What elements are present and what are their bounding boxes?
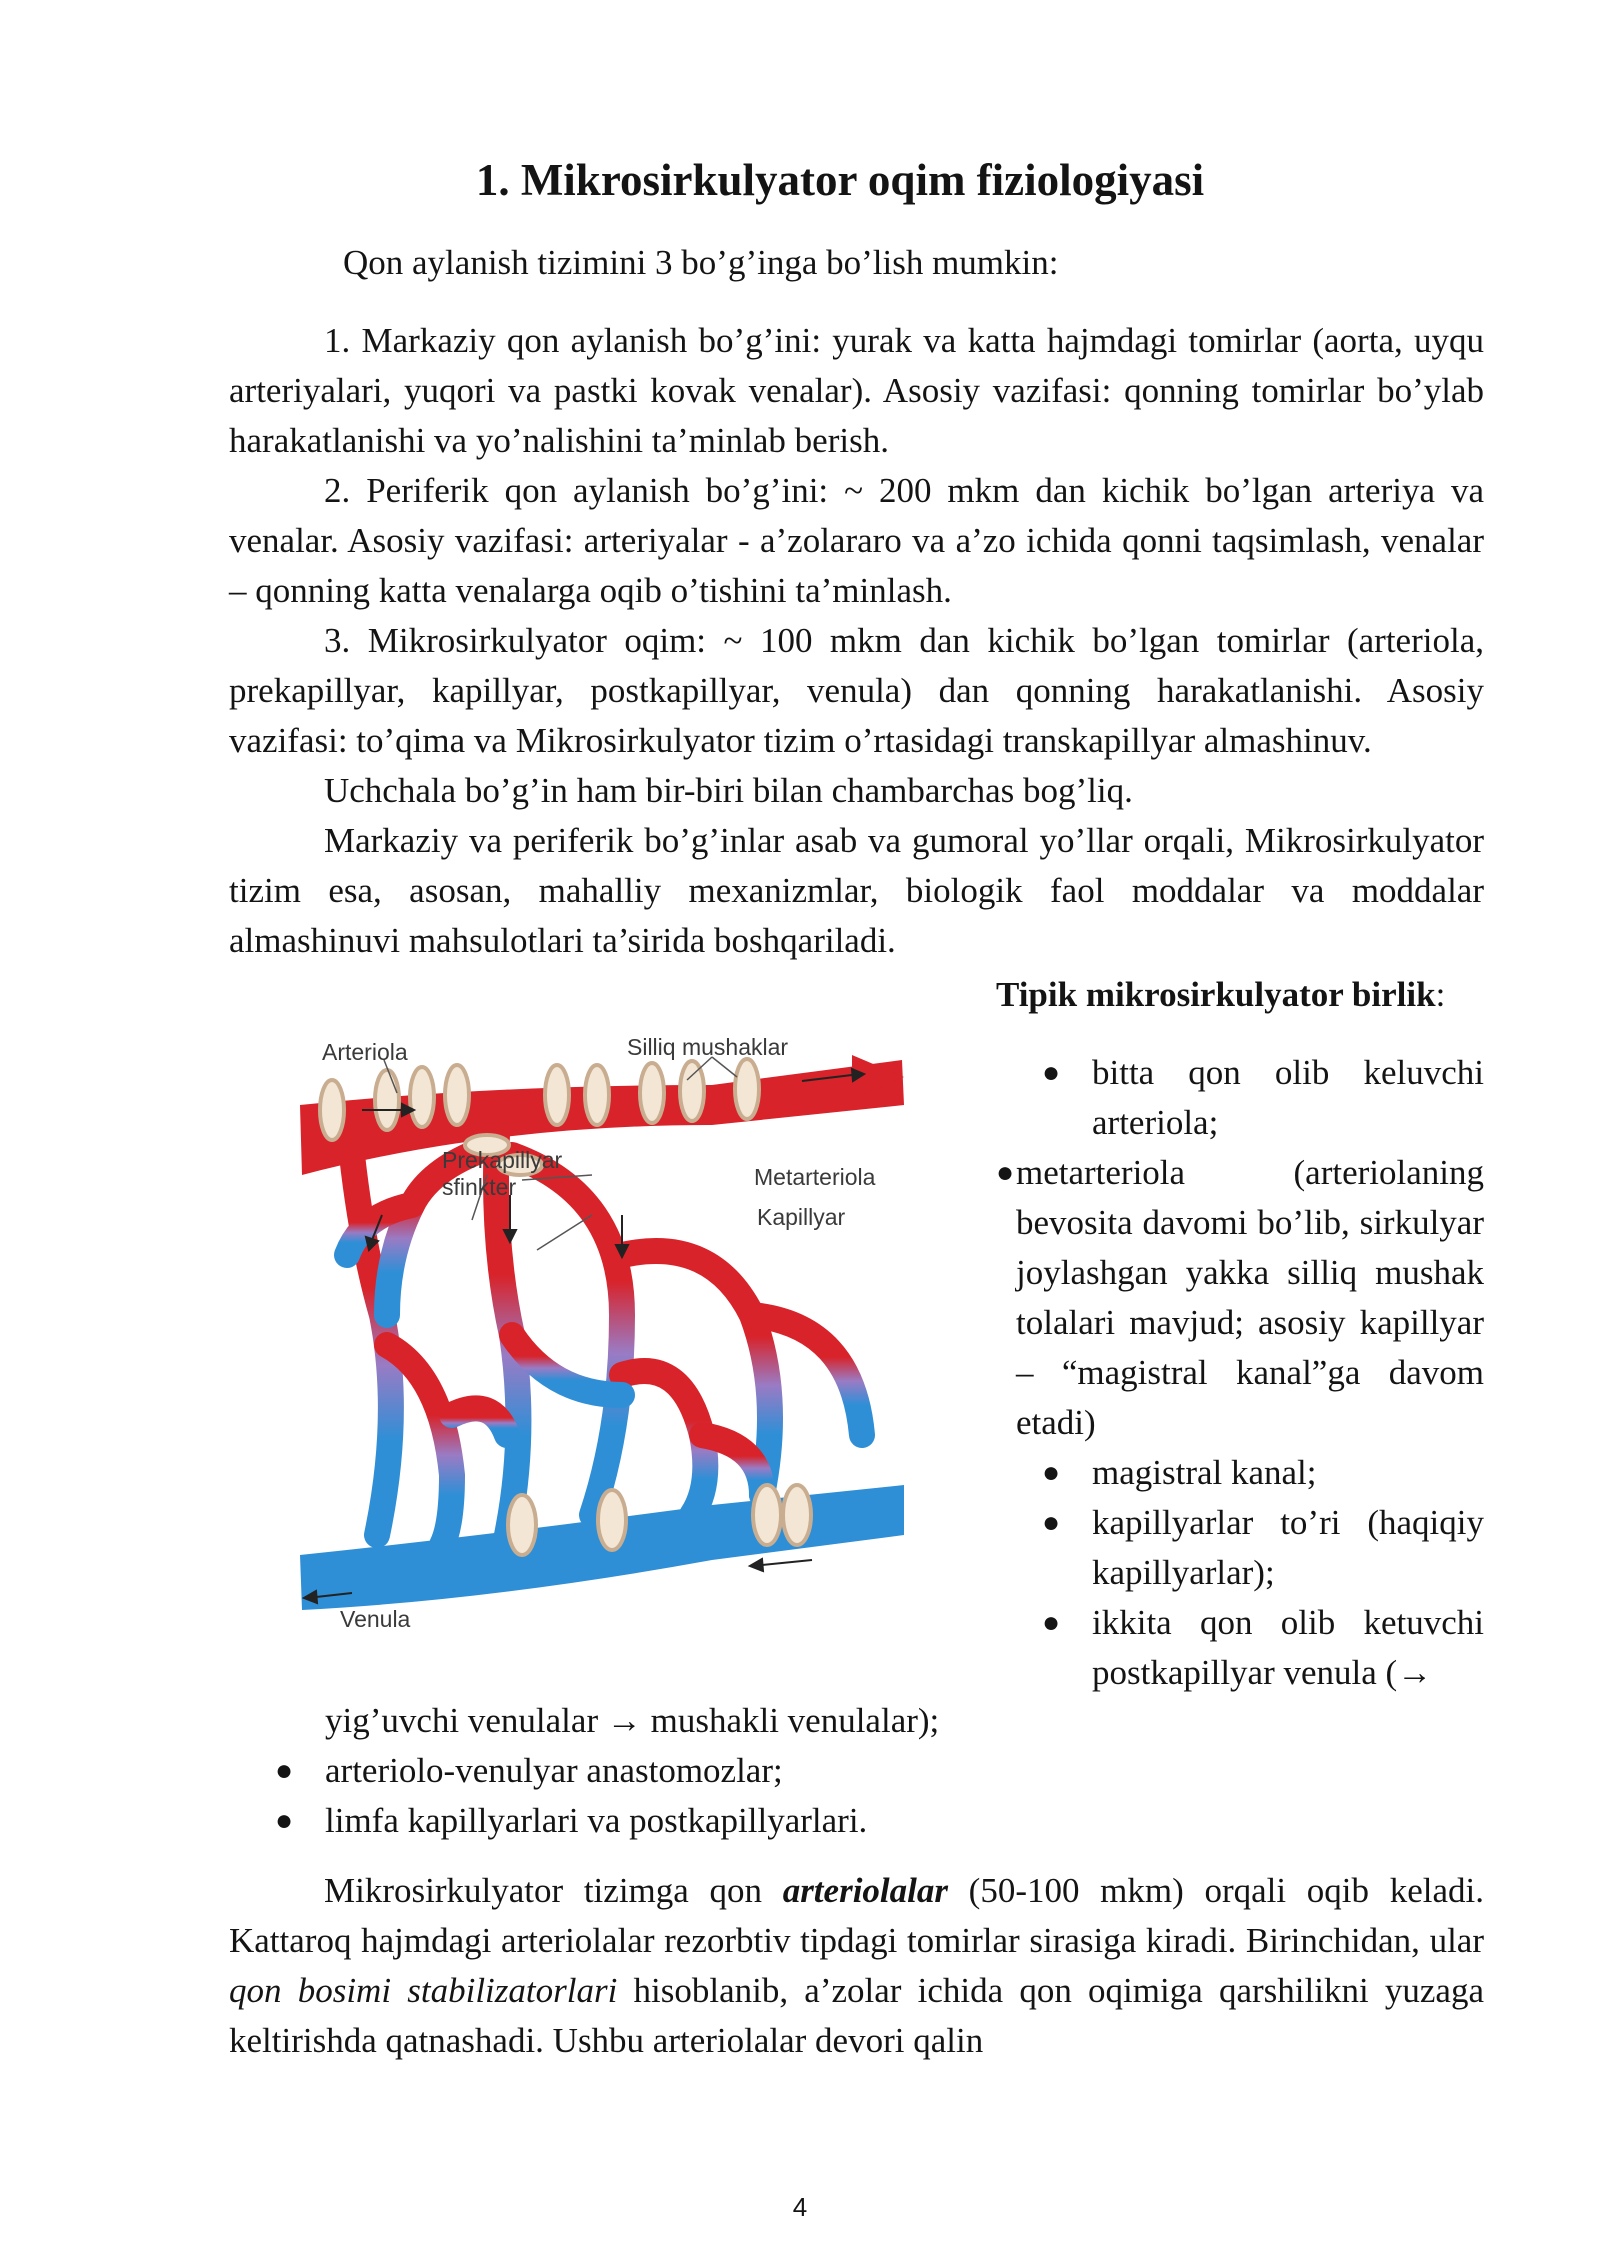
paragraph-connection: Uchchala bo’g’in ham bir-biri bilan chambarchas bog’liq.: [324, 771, 1133, 810]
arterioles-text: [229, 1866, 1484, 2066]
term-stabilizatorlar: qon bosimi stabilizatorlari: [229, 1971, 618, 2010]
label-arteriola: Arteriola: [322, 1039, 408, 1065]
paragraph-central: 1. Markaziy qon aylanish bo’g’ini: yurak va katta hajmdagi tomirlar (aorta, uyqu arteriyalari, yuqori va pastki kovak venalar). Asosiy vazifasi: qonning tomirlar bo’ylab harakatlanishi va yo’nalishini ta’minlab berish.: [229, 321, 1484, 460]
bullet-icon: ●: [1042, 1606, 1061, 1639]
term-arteriolalar: arteriolalar: [782, 1871, 948, 1910]
bullet-icon: ●: [1042, 1506, 1061, 1539]
microcirculation-figure: [292, 1015, 917, 1645]
label-silliq-mushaklar: Silliq mushaklar: [627, 1034, 789, 1060]
list-item-text: metarteriola (arteriolaning bevosita davomi bo’lib, sirkulyar joylashgan yakka silliq mushak tolalari mavjud; asosiy kapillyar – “magistral kanal”ga davom etadi): [1016, 1153, 1484, 1442]
list-item-text: arteriolo-venulyar anastomozlar;: [325, 1751, 783, 1790]
capillary-network: [347, 1135, 862, 1545]
typical-unit-list-more: [229, 1746, 1484, 1846]
list-item-text: limfa kapillyarlari va postkapillyarlari.: [325, 1801, 868, 1840]
list-item: [229, 1796, 1484, 1846]
paragraph-arterioles: [229, 1866, 1484, 2066]
paragraph-peripheral: 2. Periferik qon aylanish bo’g’ini: ~ 200 mkm dan kichik bo’lgan arteriya va venalar. Asosiy vazifasi: arteriyalar - a’zolararo va a’zo ichida qonni taqsimlash, venalar – qonning katta venalarga oqib o’tishini ta’minlash.: [229, 471, 1484, 610]
bullet-icon: ●: [1042, 1056, 1061, 1089]
paragraph-regulation: Markaziy va periferik bo’g’inlar asab va gumoral yo’llar orqali, Mikrosirkulyator tizim esa, asosan, mahalliy mexanizmlar, biologik faol moddalar va moddalar almashinuvi mahsulotlari ta’sirida boshqariladi.: [229, 821, 1484, 960]
intro-text: Qon aylanish tizimini 3 bo’g’inga bo’lish mumkin:: [343, 243, 1059, 282]
bullet-icon: ●: [996, 1156, 1015, 1189]
list-item-text: bitta qon olib keluvchi arteriola;: [1092, 1053, 1484, 1142]
bullet-icon: ●: [1042, 1456, 1061, 1489]
typical-unit-column: [996, 970, 1484, 1698]
list-item-text: kapillyarlar to’ri (haqiqiy kapillyarlar);: [1092, 1503, 1484, 1592]
page-title: 1. Mikrosirkulyator oqim fiziologiyasi: [475, 155, 1205, 205]
list-item: [996, 1598, 1484, 1698]
bullet-icon: ●: [275, 1804, 294, 1837]
label-kapillyar: Kapillyar: [757, 1204, 846, 1230]
typical-unit-heading-text: Tipik mikrosirkulyator birlik: [996, 975, 1436, 1014]
list-item: [996, 1498, 1484, 1598]
typical-unit-heading: [996, 970, 1484, 1020]
list-item: [996, 1448, 1484, 1498]
paragraph-microcirculation: 3. Mikrosirkulyator oqim: ~ 100 mkm dan kichik bo’lgan tomirlar (arteriola, prekapillyar, kapillyar, postkapillyar, venula) dan qonning harakatlanishi. Asosiy vazifasi: to’qima va Mikrosirkulyator tizim o’rtasidagi transkapillyar almashinuv.: [229, 621, 1484, 760]
text-run: hisoblanib, a’zolar ichida qon oqimiga qarshilikni yuzaga keltirishda qatnashadi. Ushbu arteriolalar devori qalin: [229, 1971, 1484, 2060]
list-item: [996, 1148, 1484, 1448]
list-continuation: yig’uvchi venulalar → mushakli venulalar);: [325, 1701, 940, 1740]
microcirculation-diagram: [292, 1015, 917, 1645]
label-sfinkter: sfinkter: [442, 1174, 517, 1200]
label-venula: Venula: [340, 1606, 411, 1632]
list-item: [996, 1048, 1484, 1148]
typical-unit-list-continued: [229, 1696, 1484, 1846]
label-prekapillyar: Prekapillyar: [442, 1147, 563, 1173]
text-run: (50-100 mkm) orqali oqib keladi. Kattaroq hajmdagi arteriolalar rezorbtiv tipdagi tomirlar sirasiga kiradi. Birinchidan, ular: [229, 1871, 1484, 1960]
label-metarteriola: Metarteriola: [754, 1164, 876, 1190]
list-item-text: ikkita qon olib ketuvchi postkapillyar venula (→: [1092, 1603, 1484, 1692]
typical-unit-heading-colon: :: [1435, 975, 1446, 1014]
text-run: Mikrosirkulyator tizimga qon: [324, 1871, 783, 1910]
typical-unit-list: [996, 1048, 1484, 1698]
page-number: 4: [792, 2192, 808, 2222]
main-text: [229, 316, 1484, 966]
list-item: [229, 1746, 1484, 1796]
bullet-icon: ●: [275, 1754, 294, 1787]
list-item-text: magistral kanal;: [1092, 1453, 1317, 1492]
